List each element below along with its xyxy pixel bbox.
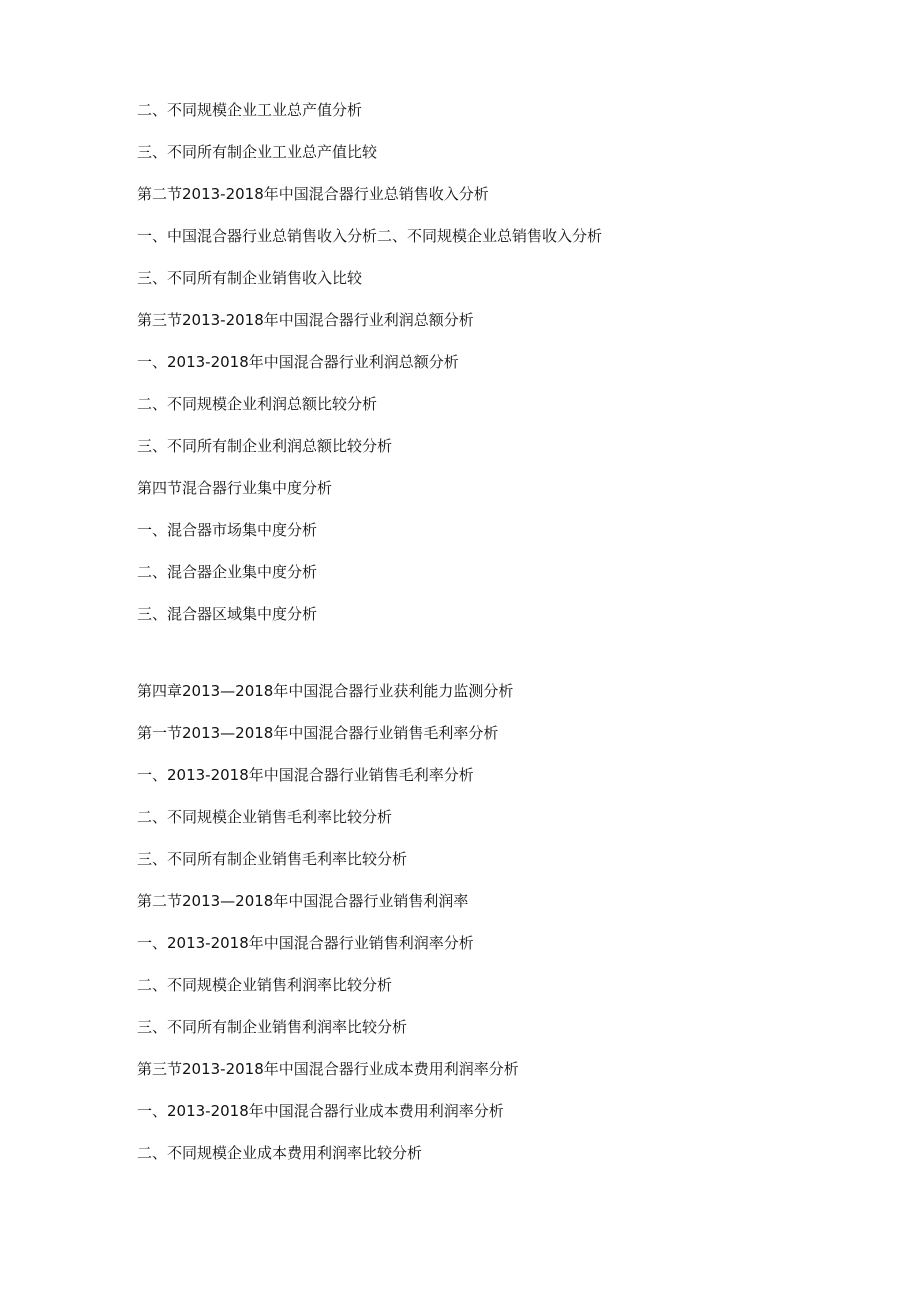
toc-line: 二、不同规模企业成本费用利润率比较分析 xyxy=(137,1144,423,1162)
toc-line: 二、不同规模企业销售利润率比较分析 xyxy=(137,976,393,994)
toc-line: 二、不同规模企业工业总产值分析 xyxy=(137,101,363,119)
section-heading: 第一节2013—2018年中国混合器行业销售毛利率分析 xyxy=(137,724,499,742)
toc-line: 二、不同规模企业利润总额比较分析 xyxy=(137,395,378,413)
section-heading: 第三节2013-2018年中国混合器行业利润总额分析 xyxy=(137,311,474,329)
toc-line: 一、中国混合器行业总销售收入分析二、不同规模企业总销售收入分析 xyxy=(137,227,603,245)
toc-line: 一、混合器市场集中度分析 xyxy=(137,521,318,539)
toc-line: 二、不同规模企业销售毛利率比较分析 xyxy=(137,808,393,826)
toc-line: 二、混合器企业集中度分析 xyxy=(137,563,318,581)
toc-line: 三、不同所有制企业利润总额比较分析 xyxy=(137,437,393,455)
toc-line: 三、不同所有制企业销售收入比较 xyxy=(137,269,363,287)
toc-line: 三、不同所有制企业工业总产值比较 xyxy=(137,143,378,161)
toc-line: 一、2013-2018年中国混合器行业利润总额分析 xyxy=(137,353,459,371)
section-heading: 第三节2013-2018年中国混合器行业成本费用利润率分析 xyxy=(137,1060,519,1078)
toc-line: 一、2013-2018年中国混合器行业销售利润率分析 xyxy=(137,934,474,952)
section-heading: 第二节2013-2018年中国混合器行业总销售收入分析 xyxy=(137,185,489,203)
toc-line: 三、混合器区域集中度分析 xyxy=(137,605,318,623)
chapter-heading: 第四章2013—2018年中国混合器行业获利能力监测分析 xyxy=(137,682,514,700)
section-heading: 第二节2013—2018年中国混合器行业销售利润率 xyxy=(137,892,469,910)
toc-line: 一、2013-2018年中国混合器行业销售毛利率分析 xyxy=(137,766,474,784)
section-heading: 第四节混合器行业集中度分析 xyxy=(137,479,333,497)
toc-line: 三、不同所有制企业销售毛利率比较分析 xyxy=(137,850,408,868)
toc-line: 三、不同所有制企业销售利润率比较分析 xyxy=(137,1018,408,1036)
toc-line: 一、2013-2018年中国混合器行业成本费用利润率分析 xyxy=(137,1102,504,1120)
